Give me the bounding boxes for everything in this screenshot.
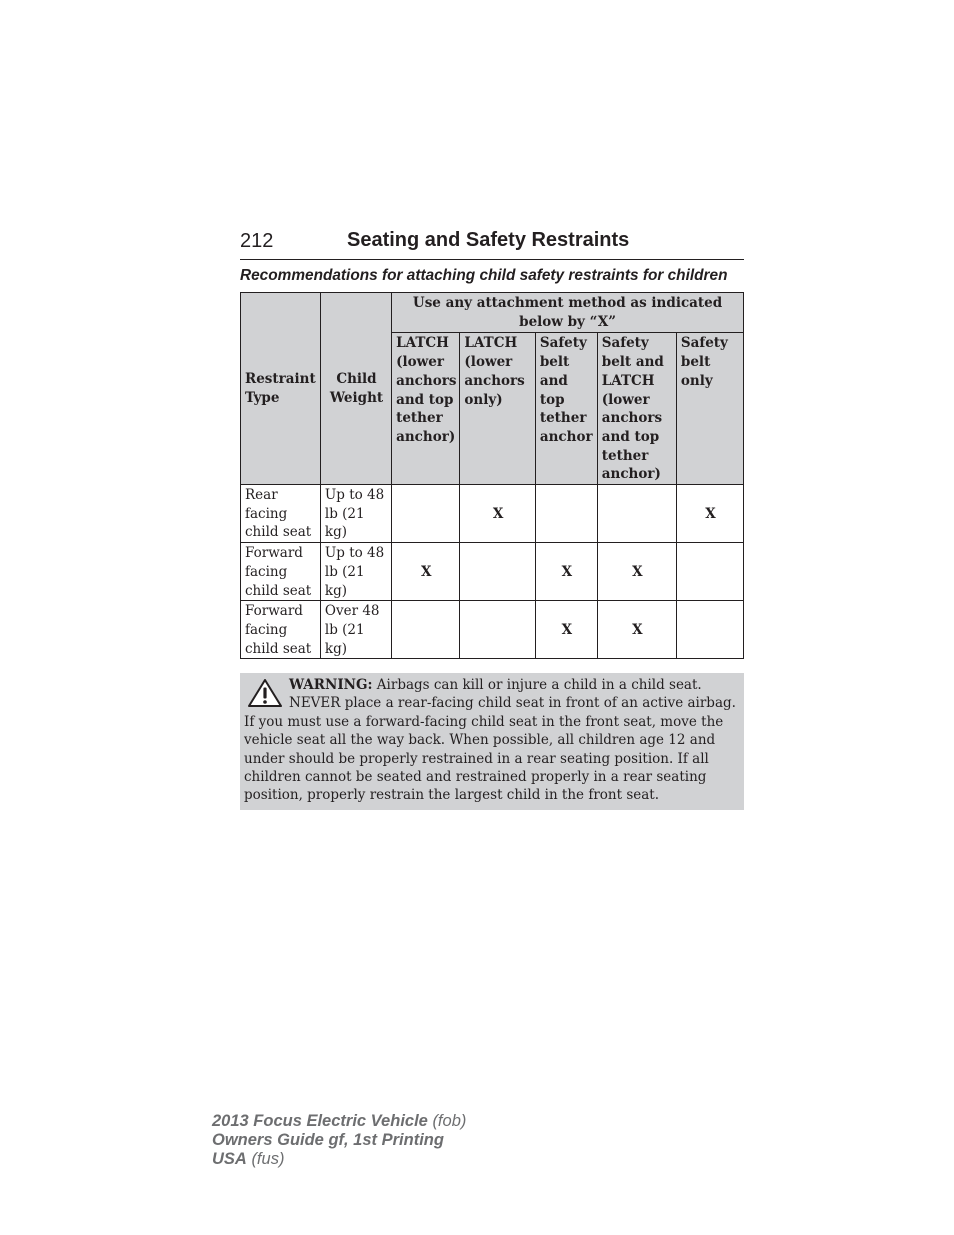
method-mark-cell <box>676 543 743 601</box>
method-header-belt-latch: Safety belt and LATCH (lower anchors and top tether anchor) <box>597 333 676 485</box>
method-mark-cell <box>460 601 535 659</box>
footer-line-2 <box>212 1131 466 1150</box>
method-header-latch-lower: LATCH (lower anchors only) <box>460 333 535 485</box>
restraint-type-cell: Rear facing child seat <box>241 485 321 543</box>
page-number: 212 <box>240 230 274 252</box>
child-weight-header: Child Weight <box>320 293 391 485</box>
child-weight-cell: Up to 48 lb (21 kg) <box>320 543 391 601</box>
child-weight-cell: Over 48 lb (21 kg) <box>320 601 391 659</box>
table-row <box>241 543 744 601</box>
warning-triangle-icon <box>247 678 283 708</box>
method-mark-cell: X <box>392 543 460 601</box>
table-row <box>241 601 744 659</box>
method-header-belt-only: Safety belt only <box>676 333 743 485</box>
footer-vehicle: 2013 Focus Electric Vehicle <box>212 1112 428 1130</box>
restraint-type-cell: Forward facing child seat <box>241 543 321 601</box>
method-header-belt-tether: Safety belt and top tether anchor <box>535 333 597 485</box>
method-mark-cell <box>597 485 676 543</box>
method-header-latch-full: LATCH (lower anchors and top tether anchor) <box>392 333 460 485</box>
footer-market-code: (fus) <box>251 1150 285 1168</box>
page-header <box>240 228 744 260</box>
child-restraint-table <box>240 292 744 659</box>
method-mark-cell <box>460 543 535 601</box>
method-mark-cell <box>676 601 743 659</box>
footer-printing: Owners Guide gf, 1st Printing <box>212 1131 444 1149</box>
footer-line-3 <box>212 1150 466 1169</box>
method-mark-cell <box>392 485 460 543</box>
restraint-type-header: Restraint Type <box>241 293 321 485</box>
warning-text: Airbags can kill or injure a child in a child seat. NEVER place a rear-facing child seat in front of an active airbag. If you must use a forward-facing child seat in the front seat, move the vehicle seat all the way back. When possible, all children age 12 and under should be properly restrained in a rear seating position. If all children cannot be seated and restrained properly in a rear seating position, properly restrain the largest child in the front seat. <box>244 677 736 804</box>
method-mark-cell: X <box>535 543 597 601</box>
restraint-type-cell: Forward facing child seat <box>241 601 321 659</box>
section-title: Seating and Safety Restraints <box>347 229 630 251</box>
airbag-warning-box <box>240 673 744 810</box>
method-mark-cell: X <box>535 601 597 659</box>
footer-market: USA <box>212 1150 247 1168</box>
table-row <box>241 485 744 543</box>
document-footer <box>212 1112 466 1169</box>
method-mark-cell: X <box>460 485 535 543</box>
child-weight-cell: Up to 48 lb (21 kg) <box>320 485 391 543</box>
method-mark-cell: X <box>597 601 676 659</box>
method-mark-cell <box>535 485 597 543</box>
footer-vehicle-code: (fob) <box>432 1112 467 1130</box>
warning-label: WARNING: <box>289 677 373 693</box>
table-subheading: Recommendations for attaching child safety restraints for children <box>240 267 728 284</box>
method-mark-cell: X <box>676 485 743 543</box>
footer-line-1 <box>212 1112 466 1131</box>
method-mark-cell: X <box>597 543 676 601</box>
method-mark-cell <box>392 601 460 659</box>
attachment-method-group-header: Use any attachment method as indicated below by “X” <box>392 293 744 333</box>
